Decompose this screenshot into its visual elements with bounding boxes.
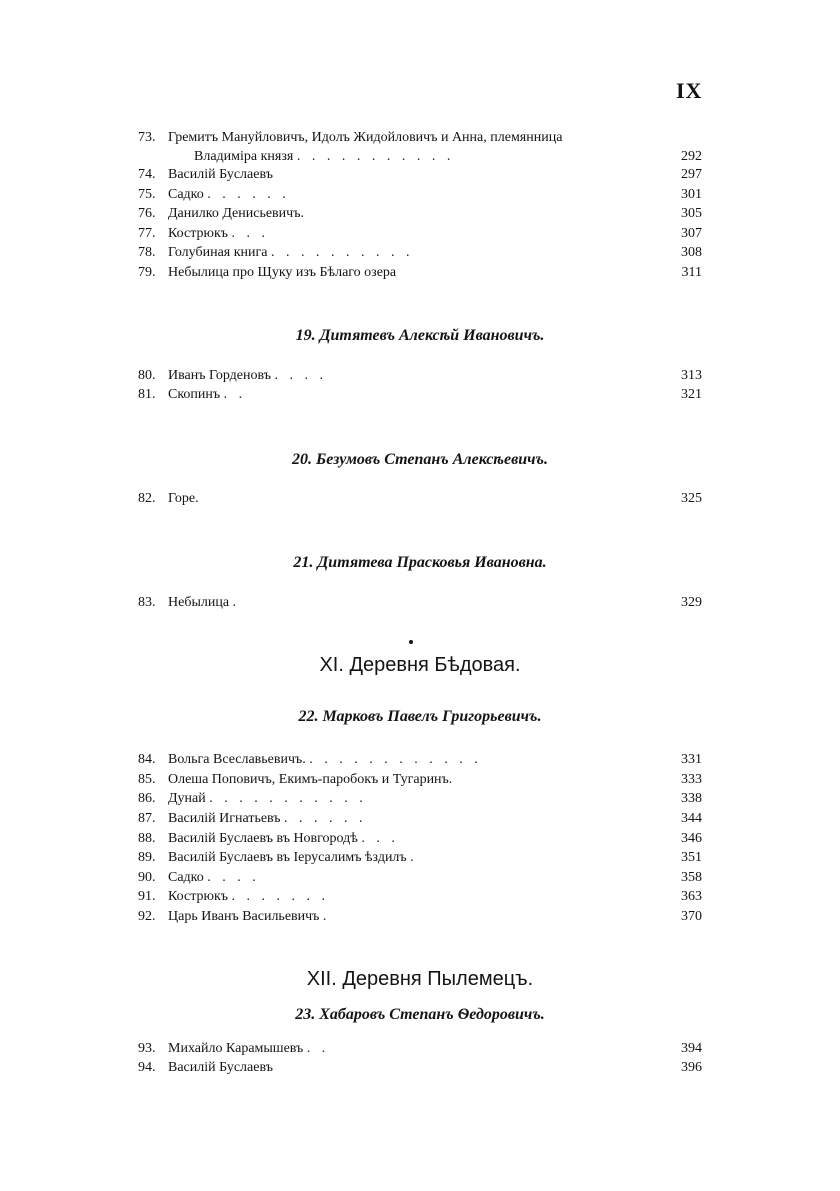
entry-title: Голубиная книга <box>168 245 268 260</box>
leader-dots: . . . . . . <box>207 187 290 202</box>
entry-number: 78. <box>138 245 156 260</box>
entry-page: 396 <box>681 1060 702 1075</box>
toc-entry <box>138 224 702 243</box>
leader-dots: . . . . . . . . . . . . <box>309 752 482 767</box>
entry-title: Олеша Поповичъ, Екимъ-паробокъ и Тугаринъ. <box>168 772 453 787</box>
toc-entry <box>138 128 702 166</box>
entry-page: 338 <box>681 791 702 806</box>
toc-entry <box>138 489 702 508</box>
entry-number: 83. <box>138 595 156 610</box>
toc-entry <box>138 848 702 867</box>
entry-page: 301 <box>681 187 702 202</box>
entry-page: 321 <box>681 387 702 402</box>
author-heading: 19. Дитятевъ Алексѣй Ивановичъ. <box>295 327 545 344</box>
entry-number: 87. <box>138 811 156 826</box>
entry-title: Небылица про Щуку изъ Бѣлаго озера <box>168 265 397 280</box>
entry-title: Небылица <box>168 595 230 610</box>
toc-entry <box>138 263 702 282</box>
toc-entry <box>138 165 702 184</box>
toc-entry <box>138 887 702 906</box>
entry-page: 325 <box>681 491 702 506</box>
author-heading: 21. Дитятева Прасковья Ивановна. <box>293 554 547 571</box>
entry-page: 370 <box>681 909 702 924</box>
toc-entry <box>138 907 702 926</box>
leader-dots: . . . . <box>207 870 260 885</box>
entry-title: Дунай <box>168 791 206 806</box>
toc-entry <box>138 1039 702 1058</box>
bullet-mark <box>409 640 413 644</box>
leader-dots: . . . <box>361 831 399 846</box>
author-heading: 23. Хабаровъ Степанъ Ѳедоровичъ. <box>295 1006 545 1023</box>
toc-entry <box>138 868 702 887</box>
entry-number: 90. <box>138 870 156 885</box>
entry-page: 394 <box>681 1041 702 1056</box>
entry-title: Данилко Денисьевичъ. <box>168 206 304 221</box>
entry-title: Василій Буслаевъ въ Іерусалимъ ѣздилъ <box>168 850 407 865</box>
entry-title: Михайло Карамышевъ <box>168 1041 304 1056</box>
entry-page: 358 <box>681 870 702 885</box>
toc-entry <box>138 593 702 612</box>
toc-entry <box>138 366 702 385</box>
leader-dots: . . . . . . . . . . <box>270 245 414 260</box>
entry-number: 88. <box>138 831 156 846</box>
entry-title: Садко <box>168 187 204 202</box>
leader-dots: . . . . . . . . . . . <box>296 149 455 164</box>
leader-dots: . . . . . . . <box>231 889 329 904</box>
entry-title: Садко <box>168 870 204 885</box>
entry-number: 85. <box>138 772 156 787</box>
toc-entry <box>138 385 702 404</box>
leader-dots: . <box>322 909 331 924</box>
entry-number: 74. <box>138 167 156 182</box>
village-heading: XII. Деревня Пылемецъ. <box>306 968 534 990</box>
leader-dots: . . . <box>231 226 269 241</box>
entry-page: 311 <box>681 265 702 280</box>
entry-number: 93. <box>138 1041 156 1056</box>
entry-page: 305 <box>681 206 702 221</box>
entry-number: 81. <box>138 387 156 402</box>
entry-number: 76. <box>138 206 156 221</box>
entry-number: 73. <box>138 130 156 145</box>
entry-title: Василій Игнатьевъ <box>168 811 281 826</box>
toc-entry <box>138 789 702 808</box>
toc-entry <box>138 243 702 262</box>
leader-dots: . <box>410 850 418 865</box>
entry-number: 80. <box>138 368 156 383</box>
leader-dots: . . . . . . . . . . . <box>209 791 367 806</box>
entry-page: 346 <box>681 831 702 846</box>
toc-entry <box>138 809 702 828</box>
entry-number: 91. <box>138 889 156 904</box>
entry-page: 307 <box>681 226 702 241</box>
entry-number: 89. <box>138 850 156 865</box>
entry-page: 297 <box>681 167 702 182</box>
entry-title: Василій Буслаевъ <box>168 167 273 182</box>
toc-entry <box>138 185 702 204</box>
entry-page: 308 <box>681 245 702 260</box>
toc-entry <box>138 750 702 769</box>
entry-title: Василій Буслаевъ въ Новгородѣ <box>168 831 358 846</box>
village-heading: XI. Деревня Бѣдовая. <box>319 654 521 676</box>
entry-page: 351 <box>681 850 702 865</box>
toc-entry <box>138 829 702 848</box>
author-heading: 20. Безумовъ Степанъ Алексѣевичъ. <box>292 451 548 468</box>
entry-title: Иванъ Горденовъ <box>168 368 271 383</box>
entry-page: 333 <box>681 772 702 787</box>
entry-page: 313 <box>681 368 702 383</box>
entry-title: Вольга Всеславьевичъ. <box>168 752 306 767</box>
entry-number: 92. <box>138 909 156 924</box>
entry-title: Царь Иванъ Васильевичъ <box>168 909 320 924</box>
entry-number: 84. <box>138 752 156 767</box>
entry-number: 77. <box>138 226 156 241</box>
entry-number: 79. <box>138 265 156 280</box>
leader-dots: . . <box>306 1041 330 1056</box>
entry-number: 82. <box>138 491 156 506</box>
entry-title: Кострюкъ <box>168 226 228 241</box>
entry-page: 363 <box>681 889 702 904</box>
toc-entry <box>138 770 702 789</box>
entry-title: Кострюкъ <box>168 889 228 904</box>
page-number: IX <box>676 78 703 103</box>
entry-title-continuation: Владиміра князя <box>194 149 294 164</box>
entry-number: 86. <box>138 791 156 806</box>
leader-dots: . . <box>223 387 247 402</box>
entry-title: Скопинъ <box>168 387 221 402</box>
leader-dots: . <box>232 595 241 610</box>
entry-title: Горе. <box>168 491 199 506</box>
entry-page: 329 <box>681 595 702 610</box>
author-heading: 22. Марковъ Павелъ Григорьевичъ. <box>298 708 542 725</box>
entry-title: Гремитъ Мануйловичъ, Идолъ Жидойловичъ и Анна, племянница <box>168 130 563 145</box>
leader-dots: . . . . . . <box>284 811 367 826</box>
entry-number: 75. <box>138 187 156 202</box>
entry-title: Василій Буслаевъ <box>168 1060 273 1075</box>
entry-page: 331 <box>681 752 702 767</box>
entry-number: 94. <box>138 1060 156 1075</box>
toc-entry <box>138 1058 702 1077</box>
leader-dots: . . . . <box>274 368 327 383</box>
entry-page: 344 <box>681 811 702 826</box>
toc-entry <box>138 204 702 223</box>
entry-page: 292 <box>681 149 702 164</box>
